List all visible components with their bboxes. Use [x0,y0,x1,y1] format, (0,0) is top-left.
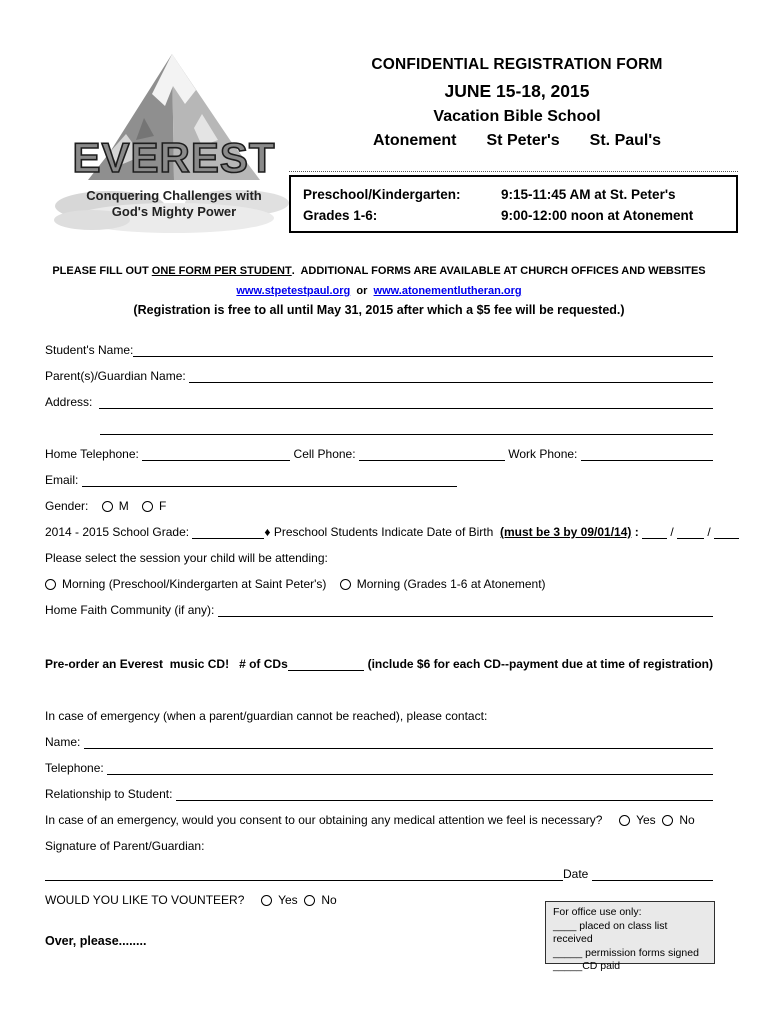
session-preschool-radio[interactable] [45,579,56,590]
fee-note [45,297,713,317]
school-grade-label: 2014 - 2015 School Grade: [45,525,193,539]
cell-phone-label: Cell Phone: [290,447,359,461]
everest-vbs-logo [52,48,297,240]
address-blank[interactable] [99,405,713,409]
emergency-phone-row [45,749,713,775]
emergency-intro-row [45,697,713,723]
parent-name-row [45,357,713,383]
consent-yes-label: Yes [636,813,663,827]
student-name-blank[interactable] [133,353,713,357]
emergency-name-label: Name: [45,735,84,749]
fill-out-instruction [45,257,713,277]
email-label: Email: [45,473,82,487]
volunteer-no-label: No [321,893,337,907]
session-preschool-label: Morning (Preschool/Kindergarten at Saint Peter's) [62,577,340,591]
schedule-label-preschool: Preschool/Kindergarten: [303,187,461,202]
email-blank[interactable] [82,483,457,487]
dob-slash-1: / [667,525,678,539]
home-phone-label: Home Telephone: [45,447,143,461]
student-name-label: Student's Name: [45,343,134,357]
schedule-row-grades [303,205,724,226]
office-use-item-cd-paid: _____CD paid [553,960,621,972]
office-use-title: For office use only: [553,906,642,918]
signature-date-row [45,853,713,881]
address-label: Address: [45,395,100,409]
logo-title-text: EVEREST [72,134,276,181]
session-prompt-row [45,539,713,565]
faith-community-row [45,591,713,617]
dob-month-blank[interactable] [642,535,667,539]
emergency-name-blank[interactable] [84,745,713,749]
relationship-label: Relationship to Student: [45,787,176,801]
dob-note: Preschool Students Indicate Date of Birth [270,525,500,539]
volunteer-no-radio[interactable] [304,895,315,906]
faith-community-label: Home Faith Community (if any): [45,603,218,617]
consent-yes-radio[interactable] [619,815,630,826]
work-phone-blank[interactable] [581,457,713,461]
schedule-time-preschool: 9:15-11:45 AM at St. Peter's [501,187,676,202]
dob-slash-2: / [704,525,715,539]
gender-female-radio[interactable] [142,501,153,512]
grade-dob-row [45,513,739,539]
signature-label-row [45,827,713,853]
gender-female-label: F [159,499,167,513]
cd-count-blank[interactable] [288,667,365,671]
address-blank-2[interactable] [100,431,713,435]
emergency-name-row [45,723,713,749]
schedule-row-preschool [303,184,724,205]
diamond-icon: ♦ [264,525,271,539]
gender-label: Gender: [45,499,102,513]
dob-age-requirement: (must be 3 by 09/01/14) [499,525,632,539]
event-dates: JUNE 15-18, 2015 [444,81,590,101]
relationship-blank[interactable] [176,797,713,801]
office-use-item-class-list: ____ placed on class list received [553,919,668,945]
dob-colon: : [631,525,643,539]
school-grade-blank[interactable] [192,535,264,539]
logo-tagline-line1: Conquering Challenges with [86,188,262,203]
form-body [45,257,713,907]
relationship-row [45,775,713,801]
instruction-underlined: ONE FORM PER STUDENT [151,265,292,277]
volunteer-yes-label: Yes [278,893,305,907]
medical-consent-question: In case of an emergency, would you consent to our obtaining any medical attention we feel is necessary? [45,813,620,827]
session-options-row [45,565,713,591]
instruction-pre: PLEASE FILL OUT [52,265,152,277]
church-names [296,132,738,150]
address-row-2 [45,409,713,435]
work-phone-label: Work Phone: [504,447,581,461]
consent-no-label: No [679,813,695,827]
cd-preorder-row [45,645,713,671]
gender-row [45,487,713,513]
dob-year-blank[interactable] [714,535,739,539]
fee-note-text: (Registration is free to all until May 31, 2015 after which a $5 fee will be requested.) [133,303,625,317]
schedule-box [289,175,738,233]
signature-blank[interactable] [45,877,563,881]
church-st-pauls: St. Paul's [589,132,662,149]
emergency-intro: In case of emergency (when a parent/guardian cannot be reached), please contact: [45,709,488,723]
office-use-item-permission: _____ permission forms signed [553,946,699,959]
volunteer-question: WOULD YOU LIKE TO VOUNTEER? [45,893,262,907]
dob-day-blank[interactable] [677,535,704,539]
mountain-logo-icon [52,48,297,240]
cd-price-note: (include $6 for each CD--payment due at time of registration) [364,657,713,671]
session-grades-radio[interactable] [340,579,351,590]
schedule-label-grades: Grades 1-6: [303,208,378,223]
or-text: or [350,285,374,297]
dotted-divider [289,171,738,172]
signature-label: Signature of Parent/Guardian: [45,839,205,853]
website-links-row [45,277,713,297]
volunteer-yes-radio[interactable] [261,895,272,906]
st-peter-st-paul-link[interactable]: www.stpetestpaul.org [236,285,351,297]
home-phone-blank[interactable] [142,457,290,461]
consent-no-radio[interactable] [662,815,673,826]
emergency-phone-label: Telephone: [45,761,108,775]
instruction-post: . ADDITIONAL FORMS ARE AVAILABLE AT CHURCH OFFICES AND WEBSITES [291,265,706,277]
gender-male-radio[interactable] [102,501,113,512]
cd-preorder-label: Pre-order an Everest music CD! # of CDs [45,657,288,671]
office-use-box [545,901,715,972]
student-name-row [45,331,713,357]
medical-consent-row [45,801,713,827]
email-row [45,461,713,487]
date-blank[interactable] [592,877,713,881]
session-grades-label: Morning (Grades 1-6 at Atonement) [356,577,546,591]
cell-phone-blank[interactable] [359,457,505,461]
parent-name-blank[interactable] [189,379,713,383]
faith-community-blank[interactable] [218,613,713,617]
logo-tagline-line2: God's Mighty Power [111,204,237,219]
emergency-phone-blank[interactable] [107,771,713,775]
atonement-lutheran-link[interactable]: www.atonementlutheran.org [373,285,522,297]
parent-name-label: Parent(s)/Guardian Name: [45,369,190,383]
form-title: CONFIDENTIAL REGISTRATION FORM [371,56,663,73]
over-please-note: Over, please........ [45,934,147,948]
phones-row [45,435,713,461]
address-row [45,383,713,409]
session-prompt: Please select the session your child will be attending: [45,551,328,565]
church-atonement: Atonement [372,132,457,149]
form-title-block [296,56,738,150]
date-label: Date [563,867,592,881]
gender-male-label: M [118,499,143,513]
schedule-time-grades: 9:00-12:00 noon at Atonement [501,208,694,223]
event-name: Vacation Bible School [433,108,601,125]
church-st-peters: St Peter's [486,132,560,149]
